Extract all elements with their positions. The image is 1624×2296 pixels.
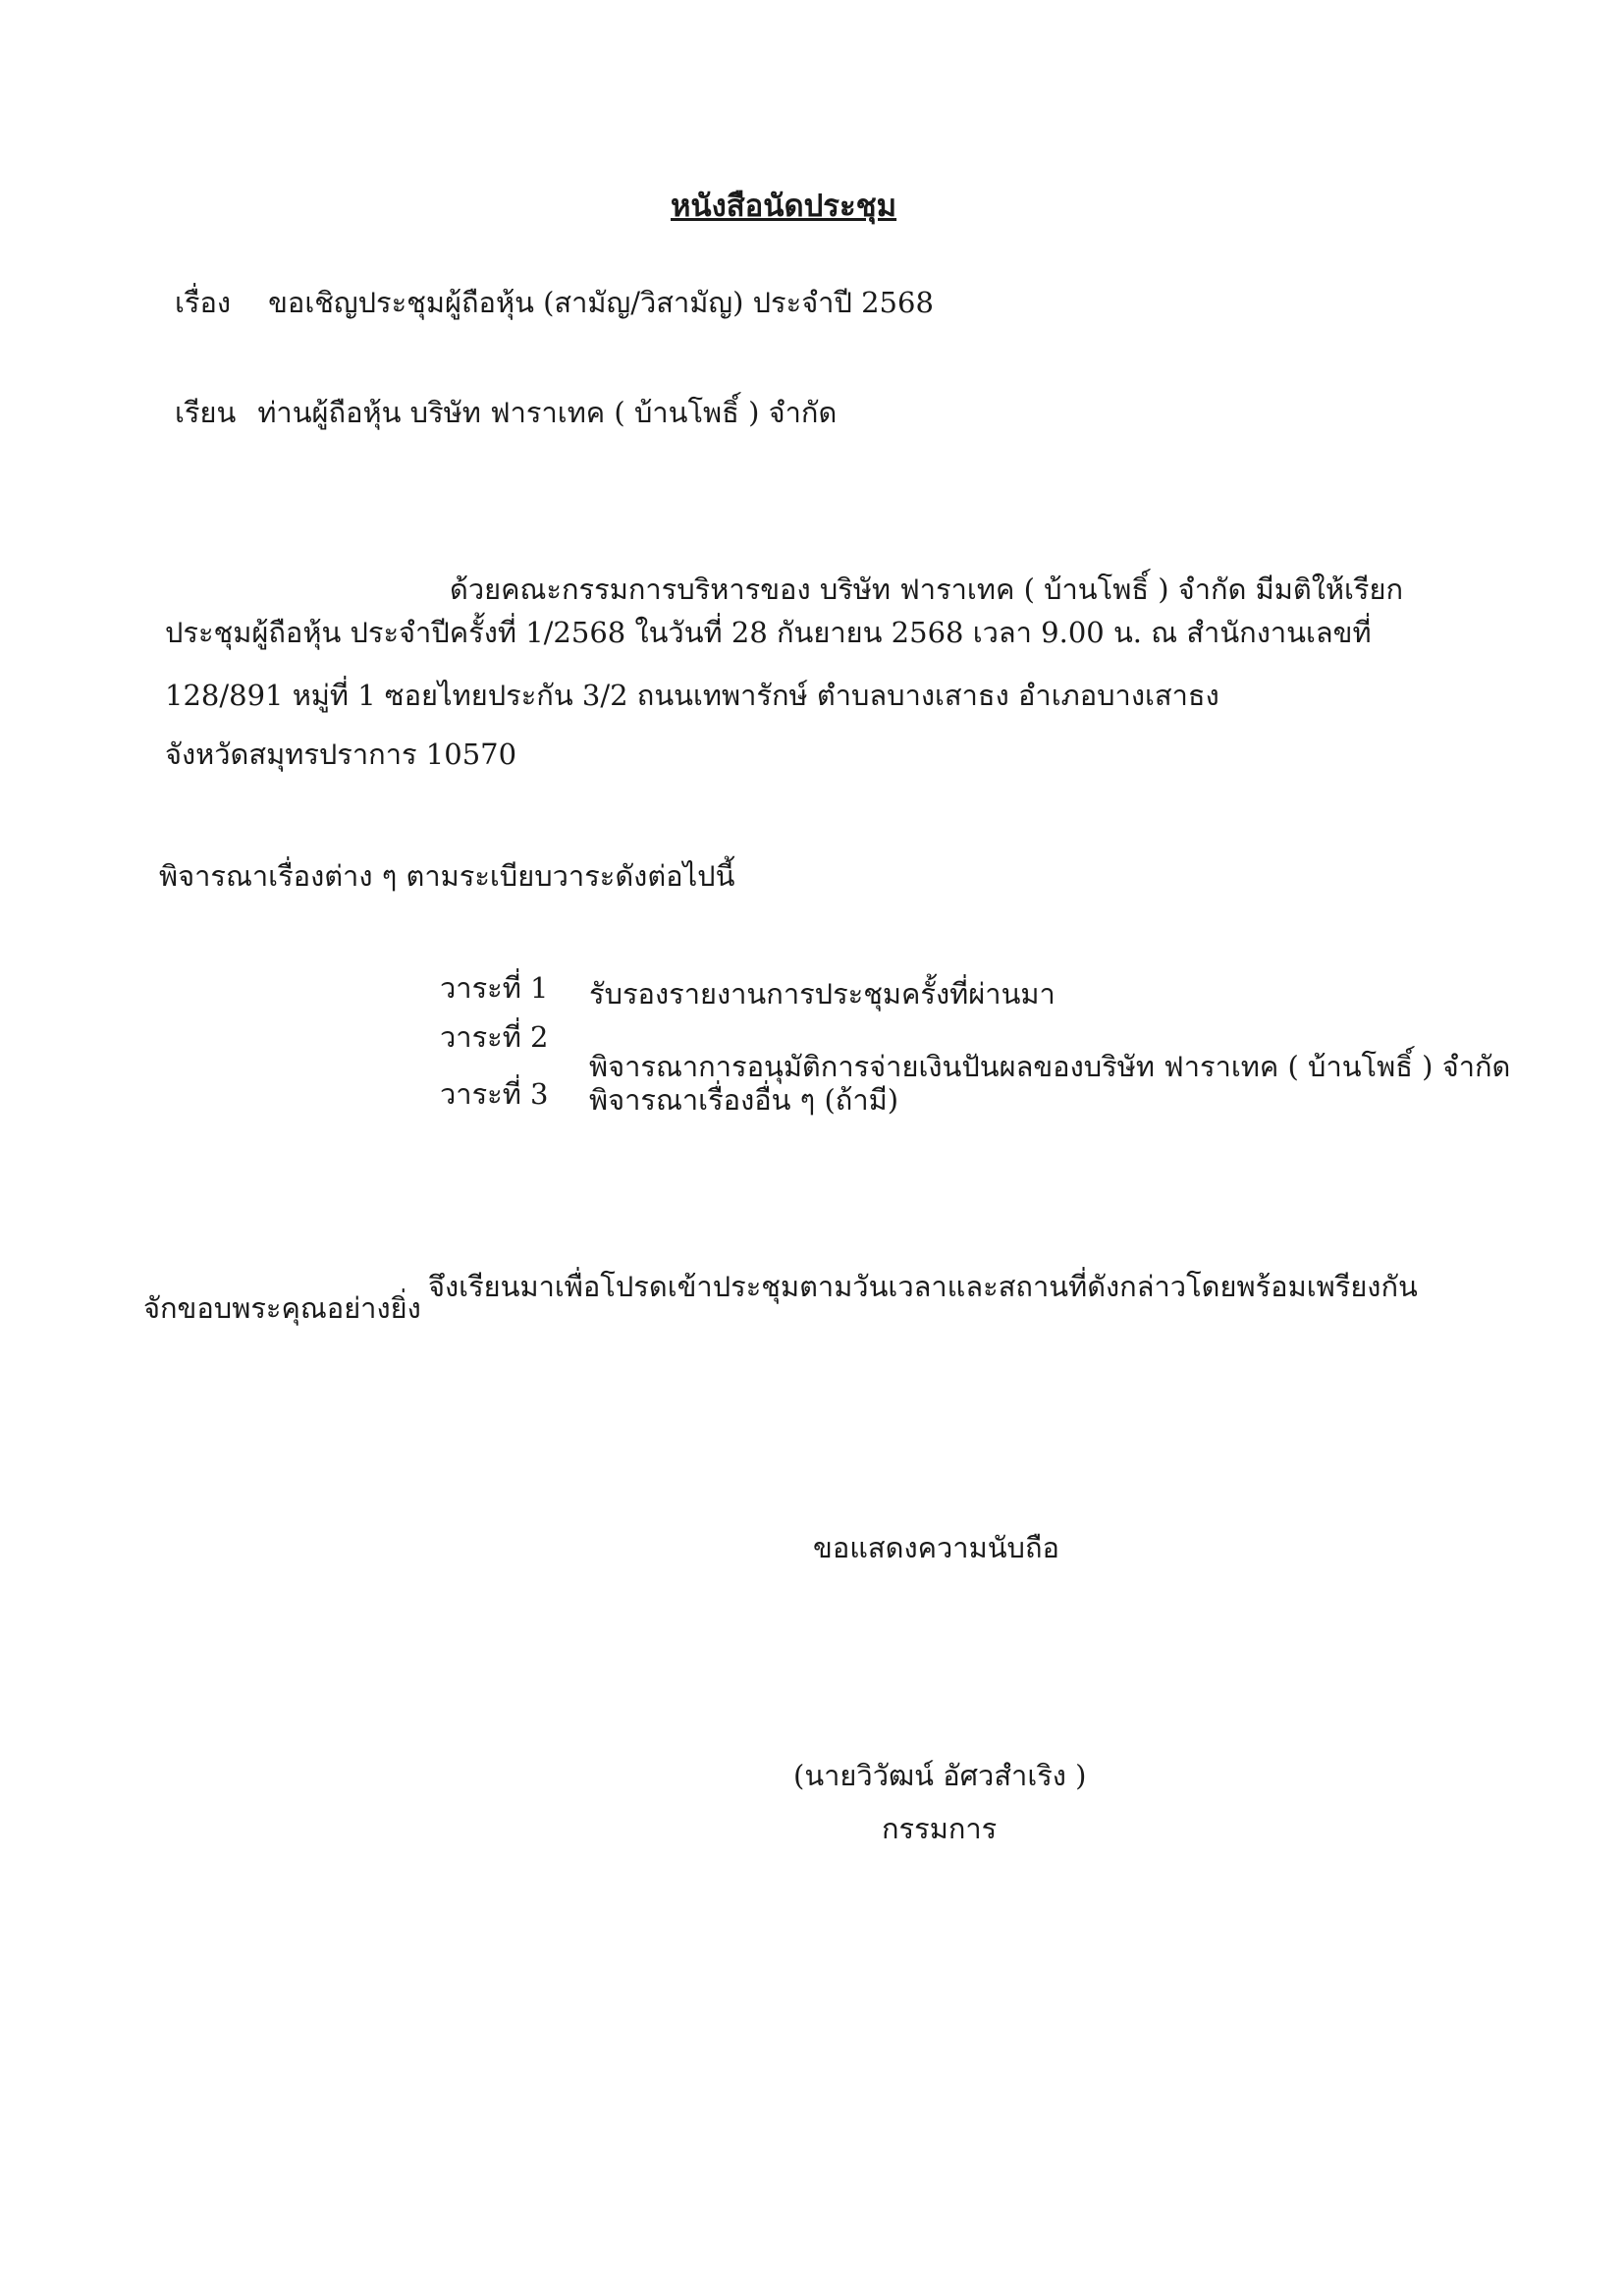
- subject-label: เรื่อง: [175, 286, 232, 319]
- recipient-line: [175, 393, 837, 432]
- recipient-text: ท่านผู้ถือหุ้น บริษัท ฟาราเทค ( บ้านโพธิ์ ) จำกัด: [257, 396, 838, 429]
- agenda-item-label: วาระที่ 1: [440, 971, 549, 1005]
- agenda-item-text: พิจารณาการอนุมัติการจ่ายเงินปันผลของบริษัท ฟาราเทค ( บ้านโพธิ์ ) จำกัด: [589, 1050, 1511, 1083]
- body-line: 128/891 หมู่ที่ 1 ซอยไทยประกัน 3/2 ถนนเทพารักษ์ ตำบลบางเสาธง อำเภอบางเสาธง: [165, 679, 1219, 712]
- signatory-name: (นายวิวัฒน์ อัศวสำเริง ): [793, 1759, 1087, 1792]
- agenda-intro: พิจารณาเรื่องต่าง ๆ ตามระเบียบวาระดังต่อไปนี้: [159, 859, 735, 893]
- body-line: จังหวัดสมุทรปราการ 10570: [165, 738, 517, 771]
- document-title: หนังสือนัดประชุม: [671, 189, 897, 224]
- closing-line: จักขอบพระคุณอย่างยิ่ง: [143, 1291, 421, 1325]
- body-line: ด้วยคณะกรรมการบริหารของ บริษัท ฟาราเทค ( บ้านโพธิ์ ) จำกัด มีมติให้เรียก: [450, 573, 1404, 606]
- body-line: ประชุมผู้ถือหุ้น ประจำปีครั้งที่ 1/2568 ในวันที่ 28 กันยายน 2568 เวลา 9.00 น. ณ สำนักงานเลขที่: [165, 616, 1372, 649]
- recipient-label: เรียน: [175, 396, 237, 429]
- regards-text: ขอแสดงความนับถือ: [813, 1531, 1059, 1564]
- signatory-title: กรรมการ: [882, 1812, 998, 1845]
- agenda-item-label: วาระที่ 2: [440, 1020, 549, 1054]
- agenda-item-label: วาระที่ 3: [440, 1077, 549, 1111]
- agenda-item-text: รับรองรายงานการประชุมครั้งที่ผ่านมา: [589, 977, 1056, 1011]
- closing-line: จึงเรียนมาเพื่อโปรดเข้าประชุมตามวันเวลาและสถานที่ดังกล่าวโดยพร้อมเพรียงกัน: [428, 1270, 1418, 1303]
- subject-line: [175, 283, 934, 322]
- agenda-item-text: พิจารณาเรื่องอื่น ๆ (ถ้ามี): [589, 1083, 899, 1117]
- subject-text: ขอเชิญประชุมผู้ถือหุ้น (สามัญ/วิสามัญ) ประจำปี 2568: [268, 286, 934, 319]
